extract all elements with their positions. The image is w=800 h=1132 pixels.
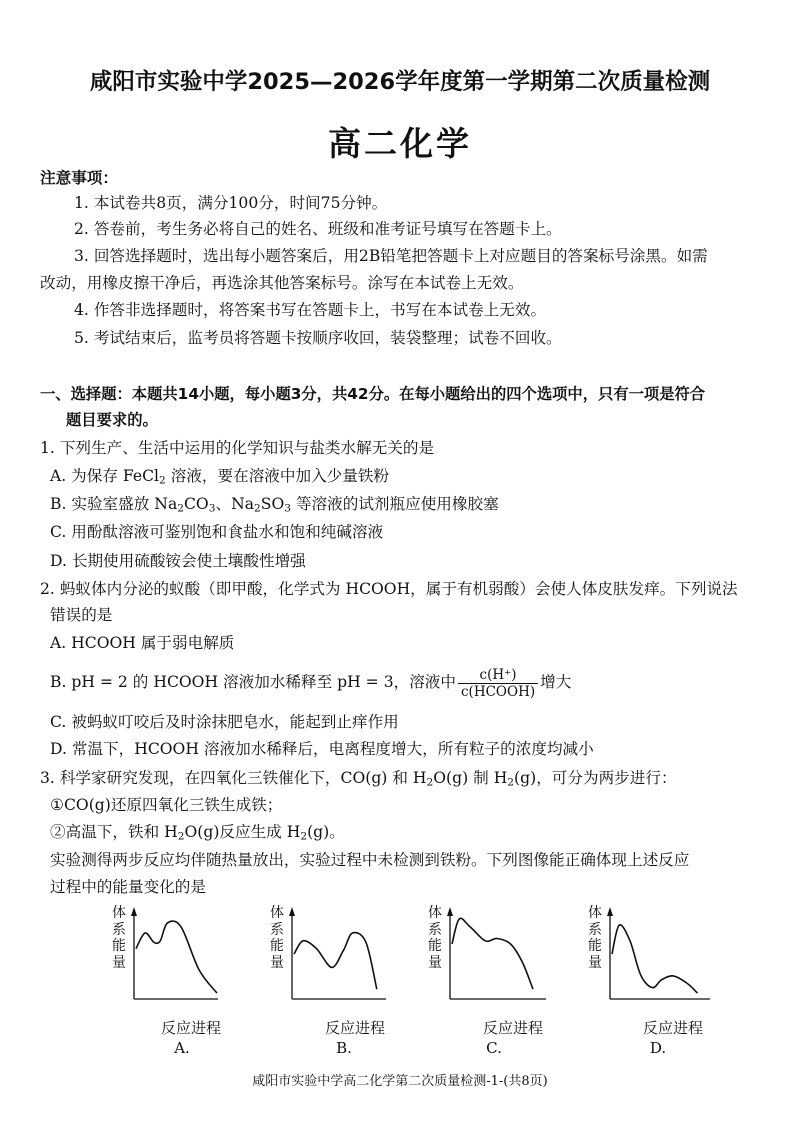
subject-title: 高二化学 [328, 124, 472, 163]
q2-option-a: A. HCOOH 属于弱电解质 [50, 634, 235, 652]
notice-item: 3. 回答选择题时，选出每小题答案后，用2B铅笔把答题卡上对应题目的答案标号涂黑。如需 [74, 247, 708, 265]
q3-step-1: ①CO(g)还原四氧化三铁生成铁； [50, 796, 283, 814]
notice-item: 2. 答卷前，考生务必将自己的姓名、班级和准考证号填写在答题卡上。 [74, 220, 562, 238]
x-axis-label: 反应进程 [160, 1019, 221, 1037]
energy-chart-c [428, 905, 578, 1057]
energy-curve [294, 933, 377, 990]
energy-chart-d [588, 905, 738, 1057]
energy-plot-a [112, 905, 262, 1017]
exam-title: 咸阳市实验中学2025—2026学年度第一学期第二次质量检测 [89, 69, 711, 95]
concentration-fraction: $\frac{c(H^+)}{\text{c(HCOOH)}}$ [458, 667, 538, 700]
q3-text-cont: 过程中的能量变化的是 [50, 878, 206, 896]
energy-plot-b [270, 905, 420, 1017]
energy-chart-a [112, 905, 262, 1057]
q3-text: 实验测得两步反应均伴随热量放出，实验过程中未检测到铁粉。下列图像能正确体现上述反应 [50, 851, 690, 869]
x-axis-label: 反应进程 [482, 1019, 543, 1037]
q1-option-a: A. 为保存 FeCl$_2$ 溶液，要在溶液中加入少量铁粉 [50, 467, 390, 487]
option-label: B. [336, 1039, 352, 1057]
y-axis-arrow [289, 907, 295, 916]
x-axis-label: 反应进程 [642, 1019, 703, 1037]
energy-chart-b [270, 905, 420, 1057]
y-axis-label: 体系能量 [428, 905, 442, 971]
notice-heading: 注意事项： [40, 169, 118, 187]
y-axis-arrow [607, 907, 613, 916]
energy-plot-c [428, 905, 578, 1017]
option-label: C. [486, 1039, 502, 1057]
y-axis-arrow [131, 907, 137, 916]
notice-item: 1. 本试卷共8页，满分100分，时间75分钟。 [74, 194, 388, 212]
q2-stem: 2. 蚂蚁体内分泌的蚁酸（即甲酸，化学式为 HCOOH，属于有机弱酸）会使人体皮肤发痒。下列说法 [40, 580, 738, 598]
option-label: A. [174, 1039, 190, 1057]
q3-stem: 3. 科学家研究发现，在四氧化三铁催化下，CO(g) 和 $H_2O(g)$ 制 $H_2(g)$，可分为两步进行： [40, 769, 677, 789]
option-label: D. [649, 1039, 667, 1057]
q1-option-b: B. 实验室盛放 $Na_2CO_3$、$Na_2SO_3$ 等溶液的试剂瓶应使用橡胶塞 [50, 495, 499, 515]
energy-plot-d [588, 905, 738, 1017]
q3-step-2: ②高温下，铁和 $H_2O(g)$反应生成 $H_2(g)$。 [50, 823, 345, 843]
q1-option-c: C. 用酚酞溶液可鉴别饱和食盐水和饱和纯碱溶液 [50, 523, 384, 541]
q1-option-d: D. 长期使用硫酸铵会使土壤酸性增强 [50, 552, 306, 570]
energy-curve [612, 925, 698, 993]
y-axis-arrow [447, 907, 453, 916]
q2-option-b: B. pH = 2 的 HCOOH 溶液加水稀释至 pH = 3，溶液中 $\frac{c(H^+)}{\text{c(HCOOH)}}$ 增大 [50, 666, 572, 700]
y-axis-label: 体系能量 [588, 905, 602, 971]
y-axis-label: 体系能量 [112, 905, 126, 971]
q2-stem-cont: 错误的是 [50, 606, 113, 624]
q2-option-c: C. 被蚂蚁叮咬后及时涂抹肥皂水，能起到止痒作用 [50, 713, 399, 731]
q2-option-d: D. 常温下，HCOOH 溶液加水稀释后，电离程度增大，所有粒子的浓度均减小 [50, 740, 594, 758]
x-axis-label: 反应进程 [324, 1019, 385, 1037]
notice-item: 4. 作答非选择题时，将答案书写在答题卡上，书写在本试卷上无效。 [74, 301, 547, 319]
notice-item: 5. 考试结束后，监考员将答题卡按顺序收回，装袋整理；试卷不回收。 [74, 329, 562, 347]
page-footer: 咸阳市实验中学高二化学第二次质量检测-1-(共8页) [252, 1074, 548, 1089]
y-axis-label: 体系能量 [270, 905, 284, 971]
q1-stem: 1. 下列生产、生活中运用的化学知识与盐类水解无关的是 [40, 439, 435, 457]
section-heading-cont: 题目要求的。 [66, 411, 158, 429]
notice-item: 改动，用橡皮擦干净后，再选涂其他答案标号。涂写在本试卷上无效。 [40, 274, 524, 292]
section-heading: 一、选择题：本题共14小题，每小题3分，共42分。在每小题给出的四个选项中，只有一项是符合 [40, 385, 706, 403]
energy-curve [452, 918, 533, 989]
energy-curve [136, 921, 217, 993]
